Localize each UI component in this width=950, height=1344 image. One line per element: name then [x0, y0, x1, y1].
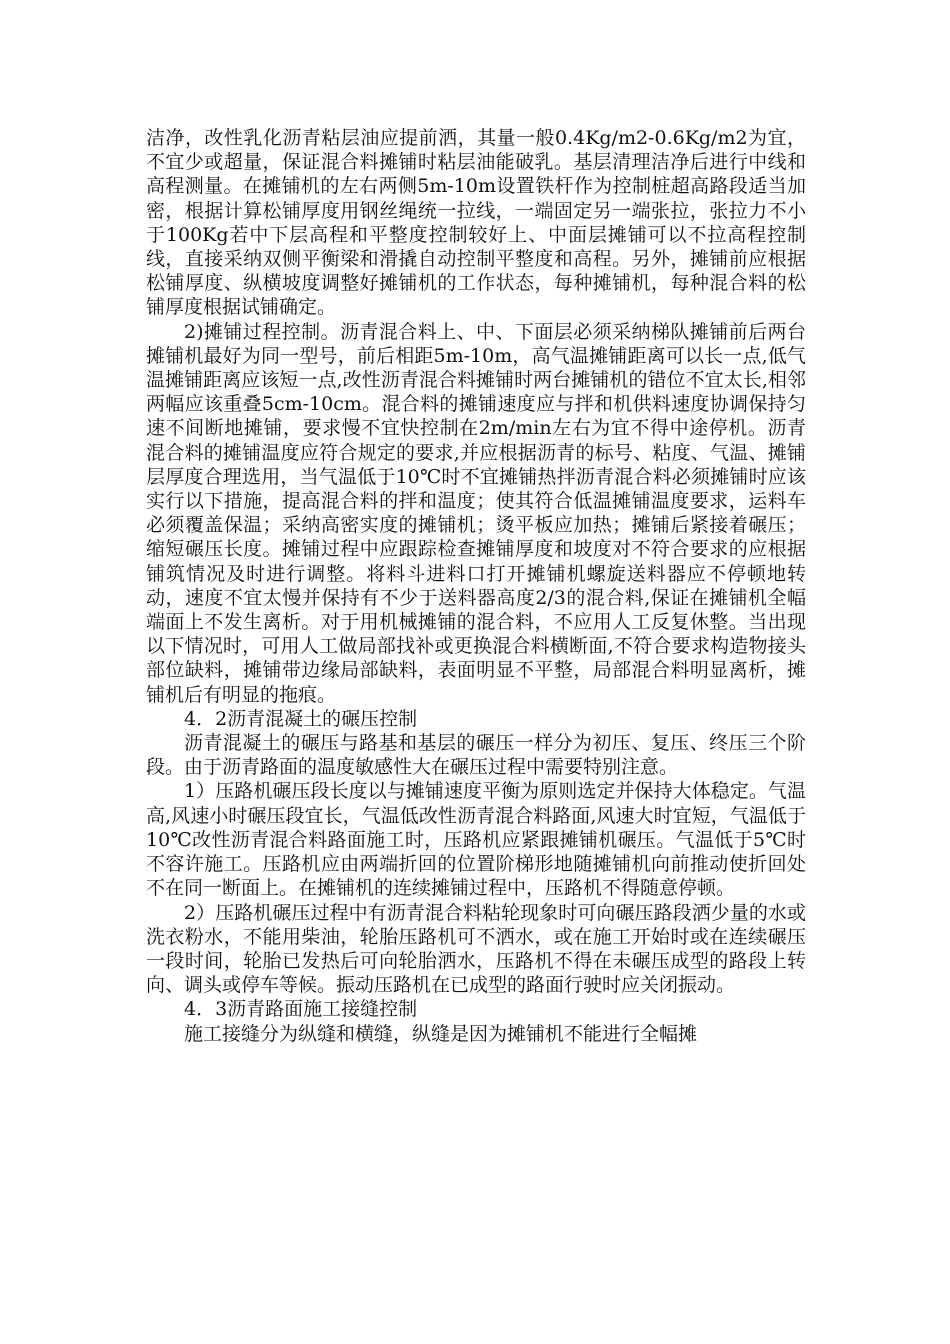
section-heading-joint-control: 4．3沥青路面施工接缝控制	[184, 998, 418, 1021]
document-page	[146, 126, 806, 1046]
paragraph-tack-coat-and-survey: 洁净，改性乳化沥青粘层油应提前洒，其量一般0.4Kg/m2-0.6Kg/m2为宜，不宜少或超量，保证混合料摊铺时粘层油能破乳。基层清理洁净后进行中线和高程测量。在摊铺机的左右两侧5m-10m设置铁杆作为控制桩超高路段适当加密，根据计算松铺厚度用钢丝绳统一拉线，一端固定另一端张拉，张拉力不小于100Kg若中下层高程和平整度控制较好上、中面层摊铺可以不拉高程控制线，直接采纳双侧平衡梁和滑撬自动控制平整度和高程。另外，摊铺前应根据松铺厚度、纵横坡度调整好摊铺机的工作状态，每种摊铺机，每种混合料的松铺厚度根据试铺确定。	[146, 127, 806, 319]
paragraph-roller-sticking: 2）压路机碾压过程中有沥青混合料粘轮现象时可向碾压路段洒少量的水或洗衣粉水，不能用柴油，轮胎压路机可不洒水，或在施工开始时或在连续碾压一段时间，轮胎已发热后可向轮胎洒水，压路机不得在未碾压成型的路段上转向、调头或停车等候。振动压路机在已成型的路面行驶时应关闭振动。	[146, 901, 806, 997]
paragraph-compaction-intro: 沥青混凝土的碾压与路基和基层的碾压一样分为初压、复压、终压三个阶段。由于沥青路面的温度敏感性大在碾压过程中需要特别注意。	[146, 732, 806, 779]
section-heading-compaction-control: 4．2沥青混凝土的碾压控制	[184, 707, 418, 730]
paragraph-roller-section-length: 1）压路机碾压段长度以与摊铺速度平衡为原则选定并保持大体稳定。气温高,风速小时碾压段宜长，气温低改性沥青混合料路面,风速大时宜短，气温低于10℃改性沥青混合料路面施工时，压路机应紧跟摊铺机碾压。气温低于5℃时不容许施工。压路机应由两端折回的位置阶梯形地随摊铺机向前推动使折回处不在同一断面上。在摊铺机的连续摊铺过程中，压路机不得随意停顿。	[146, 780, 806, 900]
paragraph-joint-types: 施工接缝分为纵缝和横缝，纵缝是因为摊铺机不能进行全幅摊	[184, 1022, 698, 1045]
paragraph-paving-process-control: 2)摊铺过程控制。沥青混合料上、中、下面层必须采纳梯队摊铺前后两台摊铺机最好为同一型号，前后相距5m-10m，高气温摊铺距离可以长一点,低气温摊铺距离应该短一点,改性沥青混合料摊铺时两台摊铺机的错位不宜太长,相邻两幅应该重叠5cm-10cm。混合料的摊铺速度应与拌和机供料速度协调保持匀速不间断地摊铺，要求慢不宜快控制在2m/min左右为宜不得中途停机。沥青混合料的摊铺温度应符合规定的要求,并应根据沥青的标号、粘度、气温、摊铺层厚度合理选用，当气温低于10℃时不宜摊铺热拌沥青混合料必须摊铺时应该实行以下措施，提高混合料的拌和温度；使其符合低温摊铺温度要求，运料车必须覆盖保温；采纳高密实度的摊铺机；烫平板应加热；摊铺后紧接着碾压；缩短碾压长度。摊铺过程中应跟踪检查摊铺厚度和坡度对不符合要求的应根据铺筑情况及时进行调整。将料斗进料口打开摊铺机螺旋送料器应不停顿地转动，速度不宜太慢并保持有不少于送料器高度2/3的混合料,保证在摊铺机全幅端面上不发生离析。对于用机械摊铺的混合料，不应用人工反复休整。当出现以下情况时，可用人工做局部找补或更换混合料横断面,不符合要求构造物接头部位缺料，摊铺带边缘局部缺料，表面明显不平整，局部混合料明显离析，摊铺机后有明显的拖痕。	[146, 320, 806, 706]
